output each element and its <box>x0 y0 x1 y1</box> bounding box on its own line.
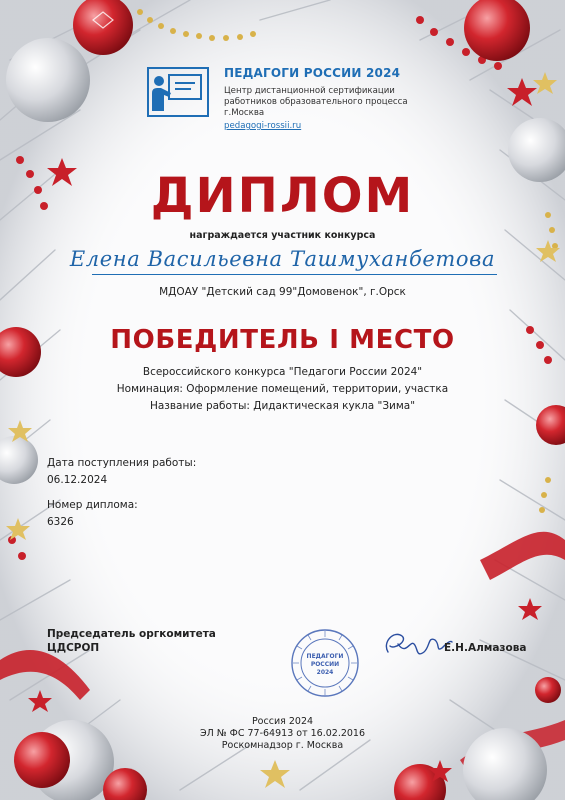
result-title: ПОБЕДИТЕЛЬ I МЕСТО <box>110 325 455 355</box>
chairman-title <box>47 627 216 655</box>
org-subtitle-line: г.Москва <box>224 108 265 118</box>
nomination-line: Номинация: Оформление помещений, территории, участка <box>116 383 449 395</box>
received-date-value: 06.12.2024 <box>47 474 108 486</box>
stamp-line: ПЕДАГОГИ <box>306 653 344 660</box>
recipient-underline <box>92 274 497 275</box>
org-subtitle <box>224 86 408 119</box>
diploma-number-value: 6326 <box>47 516 74 528</box>
footer-line: ЭЛ № ФС 77-64913 от 16.02.2016 <box>199 728 366 739</box>
footer-line: Россия 2024 <box>251 716 314 727</box>
chairman-line: Председатель оргкомитета <box>47 628 216 640</box>
received-date-label: Дата поступления работы: <box>47 457 197 469</box>
contest-line: Всероссийского конкурса "Педагоги России 2024" <box>142 366 423 378</box>
work-title-line: Название работы: Дидактическая кукла "Зима" <box>149 400 416 412</box>
signer-name: Е.Н.Алмазова <box>444 642 527 654</box>
footer-line: Роскомнадзор г. Москва <box>221 740 344 751</box>
org-title: ПЕДАГОГИ РОССИИ 2024 <box>224 66 401 80</box>
teacher-presentation-icon <box>147 67 209 117</box>
org-subtitle-line: Центр дистанционной сертификации <box>224 86 395 96</box>
chairman-line: ЦДСРОП <box>47 642 100 654</box>
diploma-title: ДИПЛОМ <box>150 168 415 224</box>
diploma-number-label: Номер диплома: <box>47 499 138 511</box>
institution: МДОАУ "Детский сад 99"Домовенок", г.Орск <box>159 286 406 298</box>
stamp-line: РОССИИ <box>310 661 340 668</box>
recipient-name: Елена Васильевна Ташмуханбетова <box>69 247 496 271</box>
round-stamp <box>290 628 360 698</box>
contest-details <box>0 364 565 415</box>
stamp-line: 2024 <box>316 669 334 676</box>
footer-info <box>0 716 565 752</box>
red-ornament-small-right <box>535 677 561 703</box>
awarded-text: награждается участник конкурса <box>189 230 376 241</box>
website-link[interactable]: pedagogi-rossii.ru <box>224 121 302 131</box>
org-subtitle-line: работников образовательного процесса <box>224 97 408 107</box>
silver-ornament-top-left <box>6 38 90 122</box>
